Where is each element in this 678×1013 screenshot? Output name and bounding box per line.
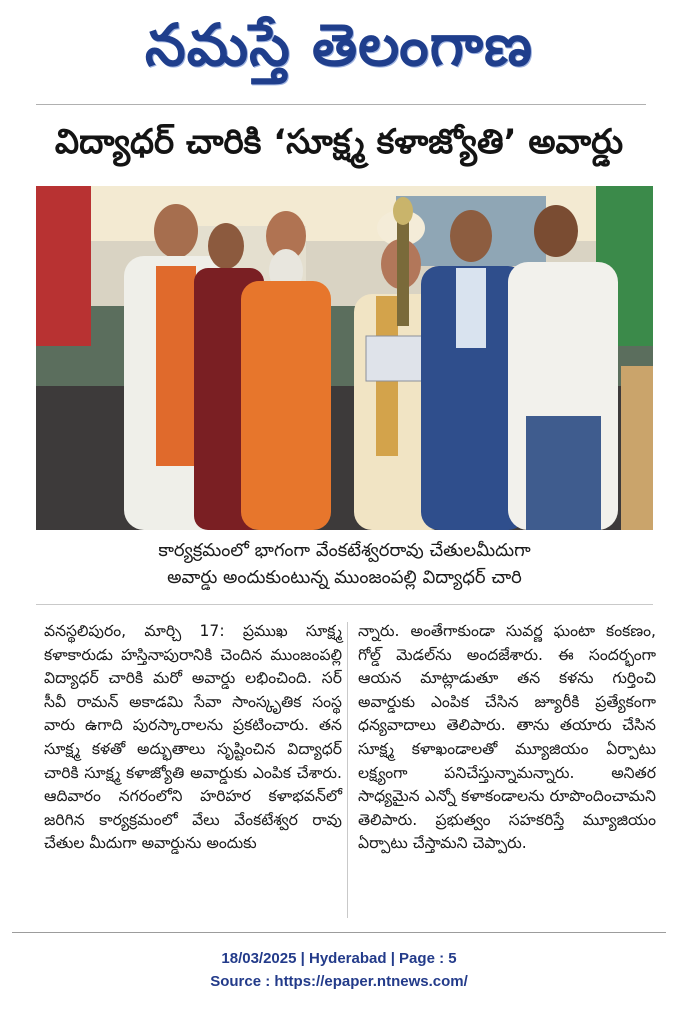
- article-headline: విద్యాధర్ చారికి ‘సూక్ష్మ కళాజ్యోతి’ అవార్డు: [54, 122, 624, 162]
- caption-line-1: కార్యక్రమంలో భాగంగా వేంకటేశ్వరరావు చేతులమీదుగా: [158, 540, 531, 561]
- body-paragraph-left: వనస్థలిపురం, మార్చి 17: ప్రముఖ సూక్ష్మ కళాకారుడు హస్తినాపురానికి చెందిన ముంజంపల్లి విద్యాధర్ చారికి మరో అవార్డు లభించింది. సర్ సీవీ రామన్ అకాడమి సేవా సాంస్కృతిక సంస్థ వారు ఉగాది పురస్కారాలను ప్రకటించారు. తన సూక్ష్మ కళతో అద్భుతాలు సృష్టించిన విద్యాధర్ చారికి సూక్ష్మ కళాజ్యోతి అవార్డుకు ఎంపిక చేశారు. ఆదివారం నగరంలోని హరిహర కళాభవన్‌లో జరిగిన కార్యక్రమంలో వేలు వేంకటేశ్వర రావు చేతుల మీదుగా అవార్డును అందుకు: [44, 622, 342, 853]
- masthead-divider: [36, 104, 646, 105]
- footer-source: Source : https://epaper.ntnews.com/: [210, 973, 468, 990]
- award-ceremony-photo: [36, 186, 653, 530]
- caption-line-2: అవార్డు అందుకుంటున్న ముంజంపల్లి విద్యాధర్ చారి: [167, 567, 522, 588]
- newspaper-masthead: నమస్తే తెలంగాణ: [145, 11, 533, 79]
- footer-dateline: 18/03/2025 | Hyderabad | Page : 5: [221, 950, 457, 967]
- article-body-left-column: [44, 620, 342, 856]
- caption-divider: [36, 604, 653, 605]
- body-paragraph-right: న్నారు. అంతేగాకుండా సువర్ణ ఘంటా కంకణం, గోల్డ్ మెడల్‌ను అందజేశారు. ఈ సందర్భంగా ఆయన మాట్లాడుతూ తన కళను గుర్తించి అవార్డుకు ఎంపిక చేసిన జ్యూరీకి ప్రత్యేకంగా ధన్యవాదాలు తెలిపారు. తాను తయారు చేసిన సూక్ష్మ కళాఖండాలతో మ్యూజియం ఏర్పాటు లక్ష్యంగా పనిచేస్తున్నామన్నారు. అనితర సాధ్యమైన ఎన్నో కళాకండాలను రూపొందించామని తెలిపారు. ప్రభుత్వం సహకరిస్తే మ్యూజియం ఏర్పాటు చేస్తామని చెప్పారు.: [358, 622, 656, 853]
- article-photo: [36, 186, 653, 530]
- article-body-right-column: [358, 620, 656, 856]
- photo-caption: [36, 537, 653, 591]
- column-divider: [347, 622, 348, 918]
- footer-divider: [12, 932, 666, 933]
